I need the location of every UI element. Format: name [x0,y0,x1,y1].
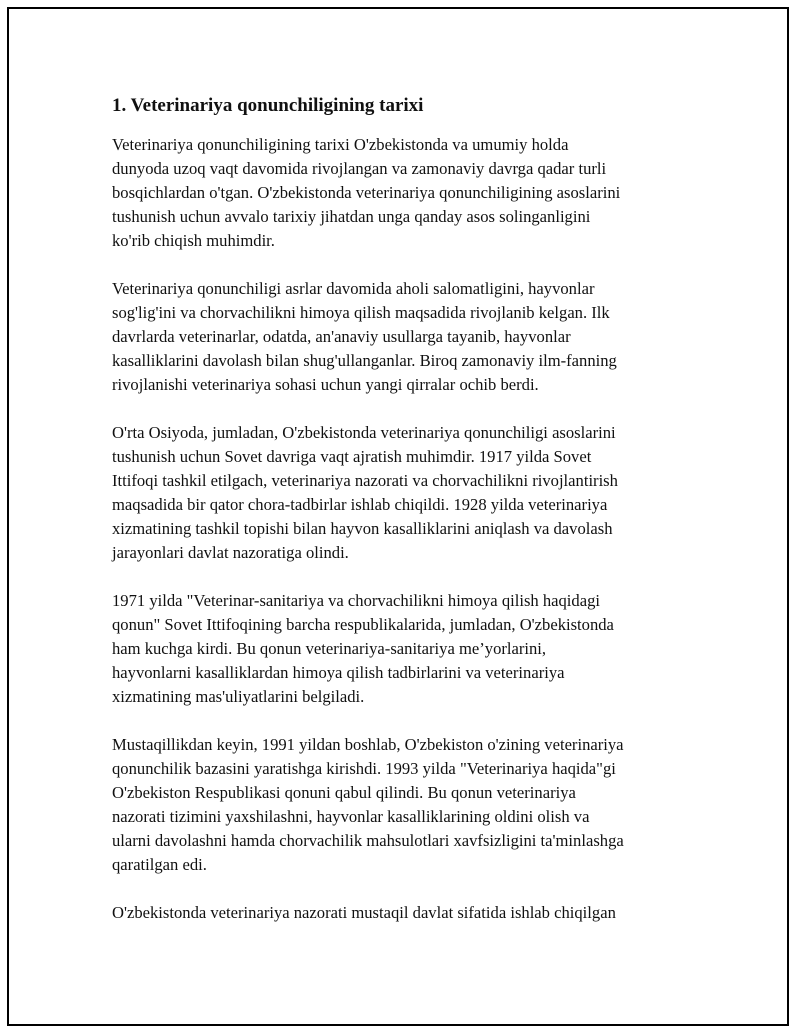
paragraph-4 [112,589,692,709]
text-line: nazorati tizimini yaxshilashni, hayvonlar kasalliklarining oldini olish va [112,807,590,826]
text-line: 1971 yilda "Veterinar-sanitariya va chorvachilikni himoya qilish haqidagi [112,591,600,610]
paragraph-5 [112,733,692,877]
text-line: davrlarda veterinarlar, odatda, an'anaviy usullarga tayanib, hayvonlar [112,327,571,346]
text-line: O'rta Osiyoda, jumladan, O'zbekistonda veterinariya qonunchiligi asoslarini [112,423,616,442]
text-line: rivojlanishi veterinariya sohasi uchun yangi qirralar ochib berdi. [112,375,539,394]
text-line: sog'lig'ini va chorvachilikni himoya qilish maqsadida rivojlanib kelgan. Ilk [112,303,610,322]
text-line: ko'rib chiqish muhimdir. [112,231,275,250]
text-line: xizmatining tashkil topishi bilan hayvon kasalliklarini aniqlash va davolash [112,519,613,538]
text-line: kasalliklarini davolash bilan shug'ullanganlar. Biroq zamonaviy ilm-fanning [112,351,617,370]
text-line: Mustaqillikdan keyin, 1991 yildan boshlab, O'zbekiston o'zining veterinariya [112,735,624,754]
text-line: maqsadida bir qator chora-tadbirlar ishlab chiqildi. 1928 yilda veterinariya [112,495,608,514]
paragraph-3 [112,421,692,565]
document-body [112,92,692,949]
text-line: hayvonlarni kasalliklardan himoya qilish tadbirlarini va veterinariya [112,663,565,682]
text-line: O'zbekistonda veterinariya nazorati mustaqil davlat sifatida ishlab chiqilgan [112,903,616,922]
text-line: ham kuchga kirdi. Bu qonun veterinariya-sanitariya me’yorlarini, [112,639,547,658]
section-heading: 1. Veterinariya qonunchiligining tarixi [112,95,424,116]
text-line: jarayonlari davlat nazoratiga olindi. [112,543,349,562]
text-line: qonun" Sovet Ittifoqining barcha respublikalarida, jumladan, O'zbekistonda [112,615,614,634]
text-line: ularni davolashni hamda chorvachilik mahsulotlari xavfsizligini ta'minlashga [112,831,624,850]
text-line: xizmatining mas'uliyatlarini belgiladi. [112,687,365,706]
text-line: Veterinariya qonunchiligi asrlar davomida aholi salomatligini, hayvonlar [112,279,595,298]
text-line: qonunchilik bazasini yaratishga kirishdi. 1993 yilda "Veterinariya haqida"gi [112,759,616,778]
paragraph-6 [112,901,692,925]
text-line: O'zbekiston Respublikasi qonuni qabul qilindi. Bu qonun veterinariya [112,783,576,802]
text-line: Ittifoqi tashkil etilgach, veterinariya nazorati va chorvachilikni rivojlantirish [112,471,618,490]
text-line: tushunish uchun Sovet davriga vaqt ajratish muhimdir. 1917 yilda Sovet [112,447,592,466]
paragraph-1 [112,133,692,253]
text-line: Veterinariya qonunchiligining tarixi O'zbekistonda va umumiy holda [112,135,569,154]
text-line: bosqichlardan o'tgan. O'zbekistonda veterinariya qonunchiligining asoslarini [112,183,621,202]
text-line: tushunish uchun avvalo tarixiy jihatdan unga qanday asos solinganligini [112,207,591,226]
text-line: dunyoda uzoq vaqt davomida rivojlangan va zamonaviy davrga qadar turli [112,159,607,178]
text-line: qaratilgan edi. [112,855,207,874]
paragraph-2 [112,277,692,397]
